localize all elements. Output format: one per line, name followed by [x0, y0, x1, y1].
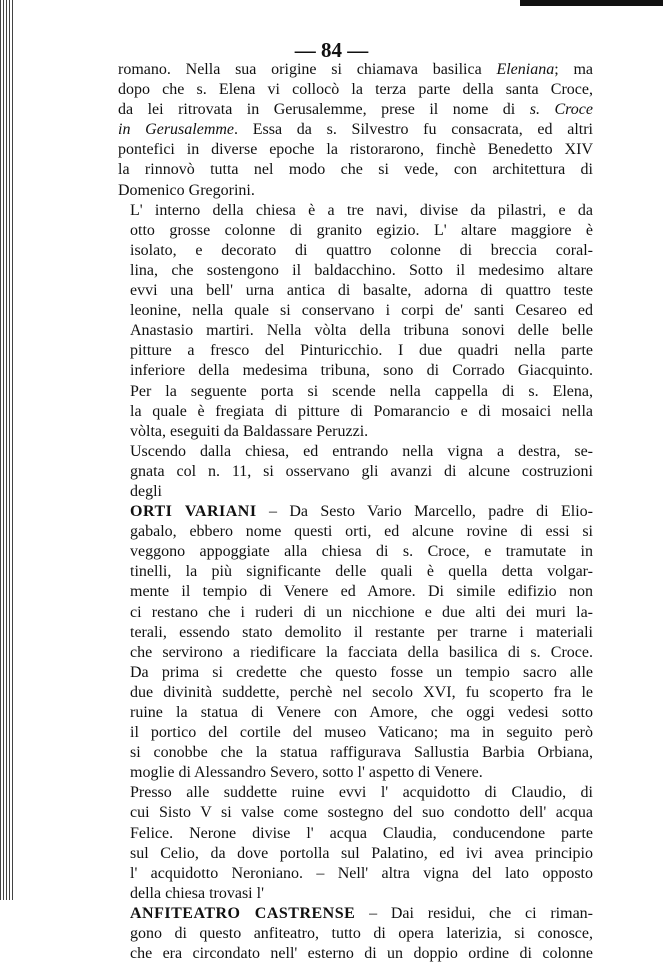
text-line: Anastasio martiri. Nella vòlta della tribuna sonovi delle belle	[130, 322, 593, 340]
text-line: mente il tempio di Venere ed Amore. Di simile edifizio non	[130, 583, 593, 601]
text-line: terali, essendo stato demolito il restante per trarne i materiali	[130, 623, 593, 641]
text-line: ANFITEATRO CASTRENSE – Dai residui, che ci riman-	[130, 904, 594, 922]
text-line: da lei ritrovata in Gerusalemme, prese il nome di s. Croce	[118, 101, 594, 119]
text-line: gabalo, ebbero nome questi orti, ed alcune rovine di essi si	[130, 523, 593, 541]
text-line: si conobbe che la statua raffigurava Sallustia Barbia Orbiana,	[130, 744, 593, 762]
text-line: inferiore della medesima tribuna, sono di Corrado Giacquinto.	[130, 362, 593, 380]
text-line: ORTI VARIANI – Da Sesto Vario Marcello, padre di Elio-	[130, 503, 593, 521]
text-line: Da prima si credette che questo fosse un tempio sacro alle	[130, 663, 593, 681]
text-line: leonine, nella quale si conservano i corpi de' santi Cesareo ed	[130, 302, 593, 320]
text-line: ruine la statua di Venere con Amore, che oggi vedesi sotto	[130, 704, 593, 721]
text-line: romano. Nella sua origine si chiamava basilica Eleniana; ma	[118, 61, 593, 78]
paragraph-vineyard	[118, 442, 593, 502]
text-line: due divinità suddette, perchè nel secolo XVI, fu scoperto fra le	[130, 683, 593, 701]
text-line: che servirono a riedificare la facciata della basilica di s. Croce.	[130, 643, 593, 661]
text-line: della chiesa trovasi l'	[130, 884, 264, 902]
scan-top-edge	[520, 0, 663, 6]
text-line: dopo che s. Elena vi collocò la terza parte della santa Croce,	[118, 81, 593, 99]
paragraph-acquidotto	[118, 783, 593, 904]
paragraph-anfiteatro	[118, 904, 593, 964]
text-line: isolato, e decorato di quattro colonne di breccia coral-	[130, 241, 593, 259]
text-line: veggono appoggiate alla chiesa di s. Croce, e tramutate in	[130, 543, 593, 561]
text-line: pontefici in diverse epoche la ristorarono, finchè Benedetto XIV	[118, 141, 593, 159]
text-line: in Gerusalemme. Essa da s. Silvestro fu consacrata, ed altri	[118, 121, 594, 139]
page-number: — 84 —	[294, 38, 369, 62]
text-line: degli	[130, 482, 162, 500]
text-line: tinelli, la più significante delle quali è quella detta volgar-	[130, 563, 593, 581]
text-line: la rinnovò tutta nel modo che si vede, con architettura di	[118, 161, 593, 179]
text-line: Uscendo dalla chiesa, ed entrando nella vigna a destra, se-	[130, 442, 593, 460]
text-line: moglie di Alessandro Severo, sotto l' aspetto di Venere.	[130, 764, 483, 782]
text-line: sul Celio, da dove portolla sul Palatino, ed ivi avea principio	[130, 844, 593, 862]
page-binding-edge	[0, 0, 14, 900]
text-line: gono di questo anfiteatro, tutto di opera laterizia, si conosce,	[130, 925, 593, 943]
paragraph-orti-variani	[118, 502, 593, 783]
text-line: L' interno della chiesa è a tre navi, divise da pilastri, e da	[130, 201, 593, 219]
text-line: Presso alle suddette ruine evvi l' acquidotto di Claudio, di	[130, 784, 593, 802]
text-line: Felice. Nerone divise l' acqua Claudia, conducendone parte	[130, 824, 593, 842]
text-line: otto grosse colonne di granito egizio. L' altare maggiore è	[130, 221, 593, 239]
text-line: Per la seguente porta si scende nella cappella di s. Elena,	[130, 382, 593, 400]
text-line: che era circondato nell' esterno di un doppio ordine di colonne	[130, 945, 593, 963]
section-heading-orti-variani: ORTI VARIANI	[130, 503, 257, 521]
text-line: gnata col n. 11, si osservano gli avanzi di alcune costruzioni	[130, 462, 593, 480]
text-line: Domenico Gregorini.	[118, 181, 255, 199]
text-line: pitture a fresco del Pinturicchio. I due quadri nella parte	[130, 342, 593, 360]
text-line: lina, che sostengono il baldacchino. Sotto il medesimo altare	[130, 261, 593, 279]
text-line: la quale è fregiata di pitture di Pomarancio e di mosaici nella	[130, 402, 593, 420]
paragraph-church-interior	[118, 201, 593, 442]
section-heading-anfiteatro: ANFITEATRO CASTRENSE	[130, 904, 356, 922]
text-line: evvi una bell' urna antica di basalte, adorna di quattro teste	[130, 282, 593, 300]
text-line: il portico del cortile del museo Vaticano; ma in seguito però	[130, 724, 593, 742]
text-line: cui Sisto V si valse come sostegno del suo condotto dell' acqua	[130, 804, 593, 822]
text-line: l' acquidotto Neroniano. – Nell' altra vigna del lato opposto	[130, 864, 593, 882]
text-line: ci restano che i ruderi di un nicchione e due alti dei muri la-	[130, 603, 593, 621]
body-text	[118, 60, 593, 964]
text-line: vòlta, eseguiti da Baldassare Peruzzi.	[130, 422, 369, 440]
paragraph-basilica-origin	[118, 60, 593, 201]
